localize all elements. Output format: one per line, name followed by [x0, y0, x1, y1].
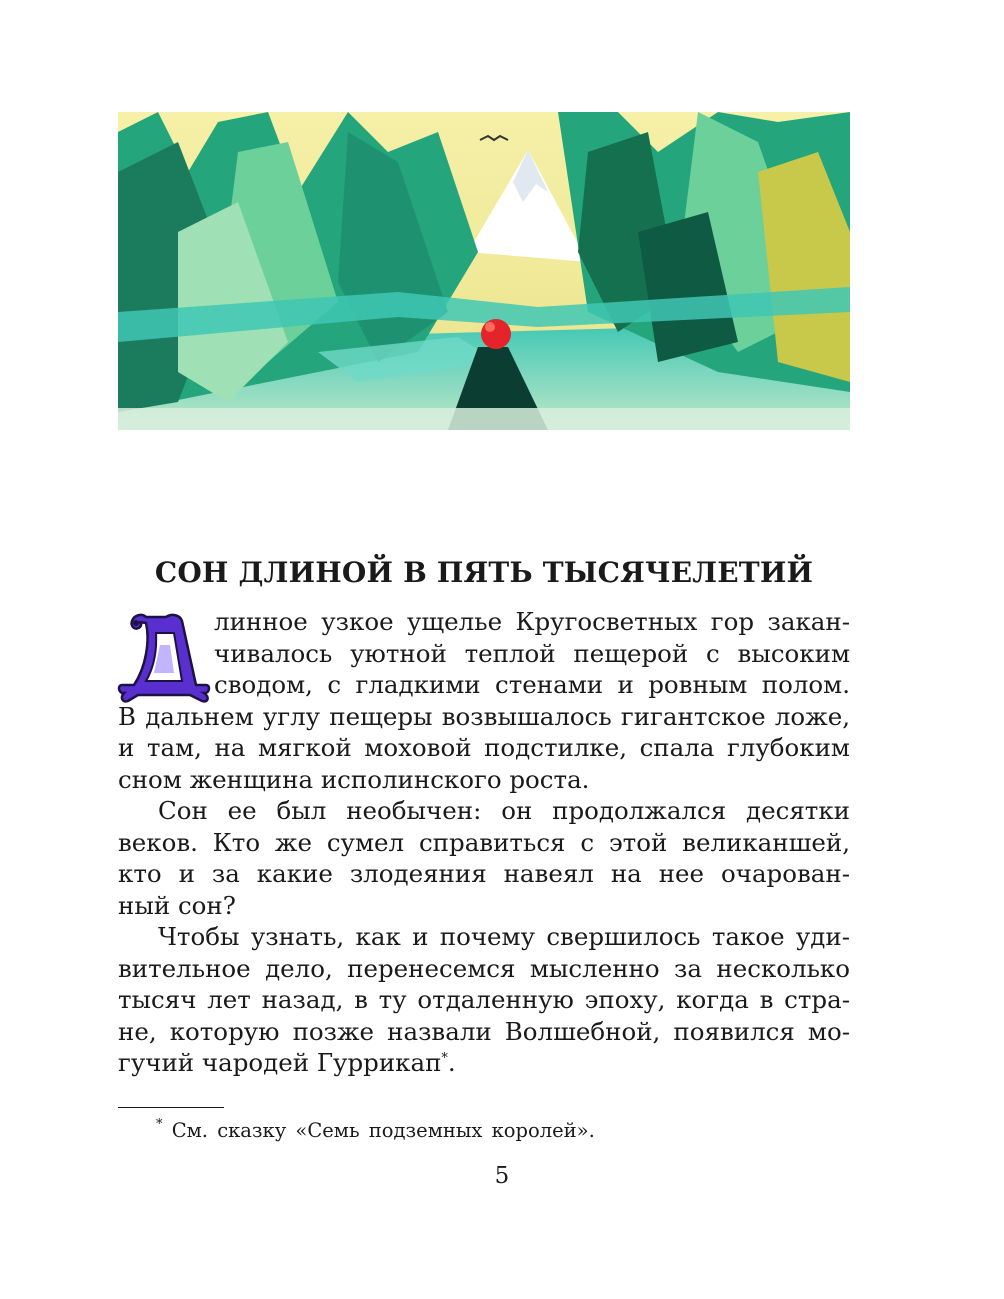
footnote-reference[interactable]: *: [441, 1051, 448, 1066]
paragraph-text: гучий чародей Гуррикап: [118, 1048, 442, 1077]
paragraph-line: сном женщина исполинского роста.: [118, 764, 590, 794]
page-number: 5: [494, 1163, 510, 1189]
paragraph-line: гучий чародей Гуррикап*.: [118, 1048, 456, 1077]
paragraph-line: сводом, с гладкими стенами и ровным полом.: [214, 670, 850, 699]
footnote-marker: *: [156, 1117, 163, 1132]
paragraph-line: ный сон?: [118, 890, 236, 920]
chapter-title: СОН ДЛИНОЙ В ПЯТЬ ТЫСЯЧЕЛЕТИЙ: [154, 556, 814, 589]
paragraph-line: тысяч лет назад, в ту отдаленную эпоху, когда в стра-: [118, 985, 850, 1014]
chapter-illustration: [118, 112, 850, 430]
paragraph-line: веков. Кто же сумел справиться с этой великаншей,: [118, 827, 850, 857]
paragraph-line: чивалось уютной теплой пещерой с высоким: [214, 638, 850, 668]
footnote-separator: [118, 1107, 224, 1108]
paragraph-line: кто и за какие злодеяния навеял на нее очарован-: [118, 859, 850, 888]
paragraph-line: Чтобы узнать, как и почему свершилось такое уди-: [158, 922, 850, 951]
chapter-body: [118, 606, 850, 1079]
paragraph-line: вительное дело, перенесемся мысленно за несколько: [118, 953, 850, 983]
paragraph-line: линное узкое ущелье Кругосветных гор закан-: [214, 607, 850, 636]
paragraph-line: В дальнем углу пещеры возвышалось гигантское ложе,: [118, 701, 850, 731]
footnote-text: См. сказку «Семь подземных королей».: [171, 1119, 595, 1142]
paragraph-line: Сон ее был необычен: он продолжался десятки: [158, 796, 850, 825]
paragraph-line: и там, на мягкой моховой подстилке, спала глубоким: [118, 733, 850, 762]
footnote: [156, 1118, 595, 1144]
paragraph-line: не, которую позже назвали Волшебной, появился мо-: [118, 1016, 850, 1046]
